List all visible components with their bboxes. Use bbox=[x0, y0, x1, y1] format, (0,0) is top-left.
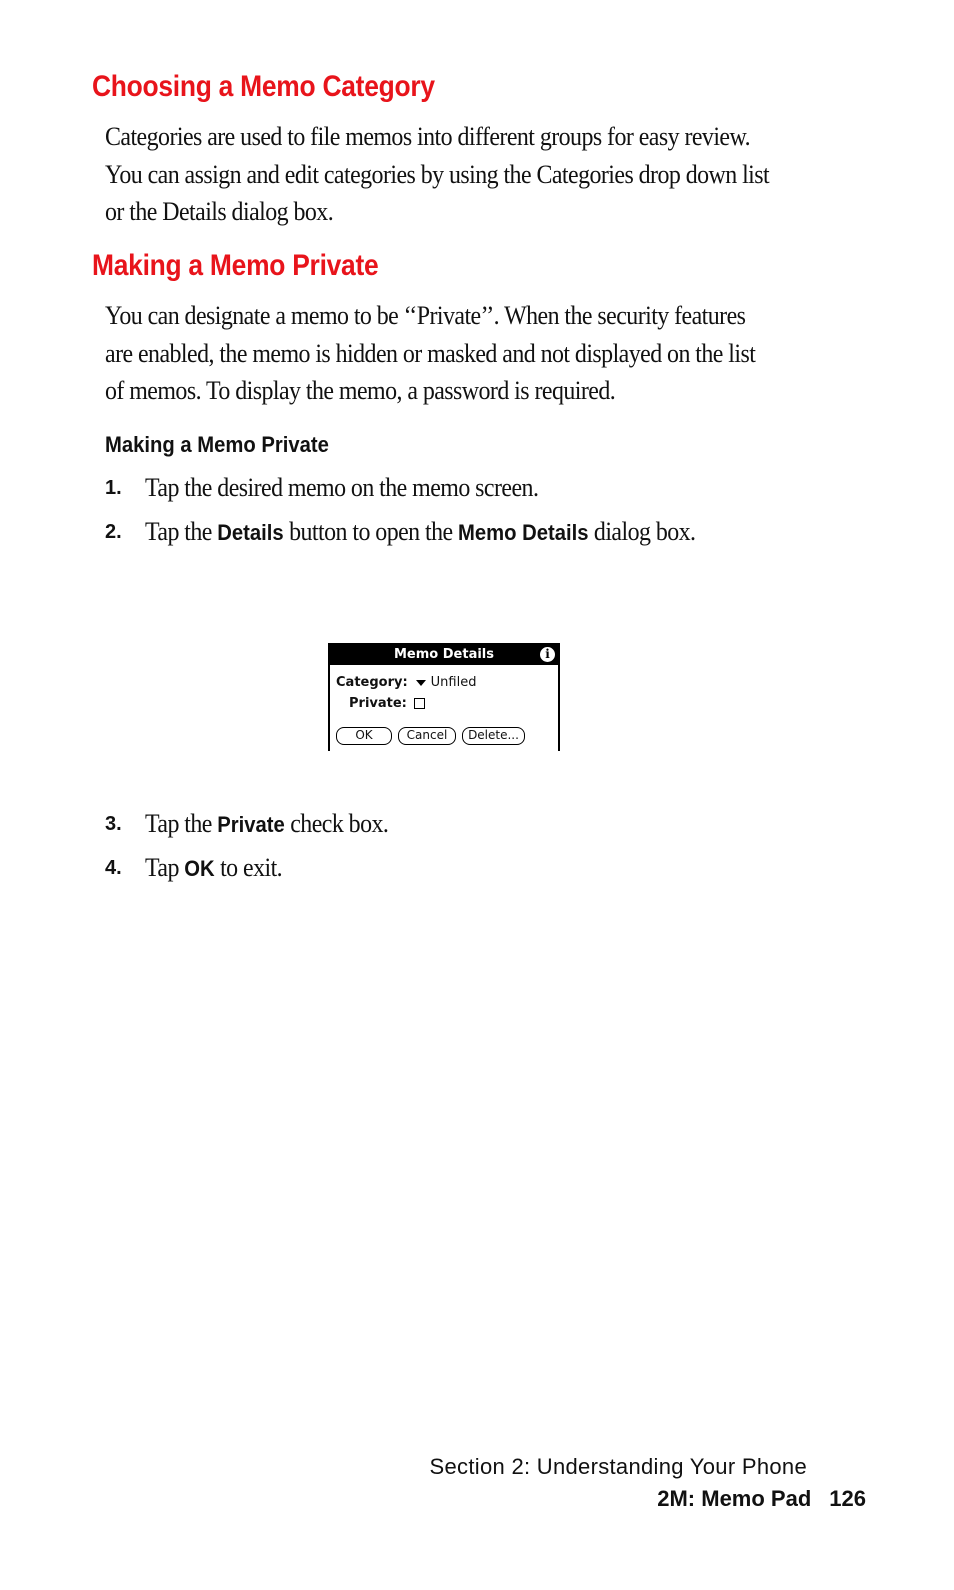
private-checkbox[interactable] bbox=[414, 698, 425, 709]
category-value[interactable]: Unfiled bbox=[430, 675, 477, 690]
step-1 bbox=[105, 471, 573, 505]
paragraph-categories bbox=[105, 118, 865, 231]
page-number: 126 bbox=[829, 1486, 866, 1511]
step-text: Tap the Details button to open the Memo Details dialog box. bbox=[145, 517, 696, 546]
dialog-title: Memo Details bbox=[393, 647, 494, 662]
paragraph-line: or the Details dialog box. bbox=[105, 197, 334, 226]
dialog-title-bar bbox=[330, 645, 558, 665]
private-label: Private: bbox=[349, 696, 407, 711]
chapter-name: 2M: Memo Pad bbox=[657, 1486, 812, 1511]
step-number: 1. bbox=[105, 476, 122, 499]
delete-button[interactable]: Delete... bbox=[462, 727, 525, 745]
step-2 bbox=[105, 515, 743, 549]
paragraph-line: You can assign and edit categories by using the Categories drop down list bbox=[105, 159, 770, 189]
step-text: Tap the desired memo on the memo screen. bbox=[145, 473, 539, 502]
bold-term: Details bbox=[217, 520, 284, 545]
heading-choosing-category: Choosing a Memo Category bbox=[92, 70, 435, 103]
step-text: Tap the Private check box. bbox=[145, 809, 389, 838]
cancel-button[interactable]: Cancel bbox=[398, 727, 456, 745]
bold-term: OK bbox=[184, 856, 215, 881]
paragraph-line: You can designate a memo to be ‘‘Private’’. When the security features bbox=[105, 301, 746, 330]
footer-section: Section 2: Understanding Your Phone bbox=[429, 1454, 807, 1479]
memo-details-dialog bbox=[328, 643, 560, 751]
procedure-title: Making a Memo Private bbox=[105, 432, 329, 457]
dropdown-triangle-icon[interactable] bbox=[416, 680, 426, 686]
category-row bbox=[336, 675, 476, 690]
step-text: Tap OK to exit. bbox=[145, 853, 283, 882]
info-icon[interactable]: i bbox=[540, 647, 555, 662]
bold-term: Private bbox=[217, 812, 285, 837]
paragraph-private bbox=[105, 297, 865, 410]
step-3 bbox=[105, 807, 410, 841]
paragraph-line: of memos. To display the memo, a password is required. bbox=[105, 376, 616, 405]
ok-button[interactable]: OK bbox=[336, 727, 392, 745]
paragraph-line: Categories are used to file memos into different groups for easy review. bbox=[105, 122, 751, 151]
step-number: 4. bbox=[105, 856, 122, 879]
step-number: 2. bbox=[105, 520, 122, 543]
step-number: 3. bbox=[105, 812, 122, 835]
paragraph-line: are enabled, the memo is hidden or masked and not displayed on the list bbox=[105, 338, 756, 368]
bold-term: Memo Details bbox=[458, 520, 589, 545]
heading-making-private: Making a Memo Private bbox=[92, 249, 379, 282]
step-4 bbox=[105, 851, 294, 885]
footer-chapter bbox=[657, 1486, 866, 1512]
category-label: Category: bbox=[336, 675, 408, 690]
private-row bbox=[349, 696, 425, 711]
